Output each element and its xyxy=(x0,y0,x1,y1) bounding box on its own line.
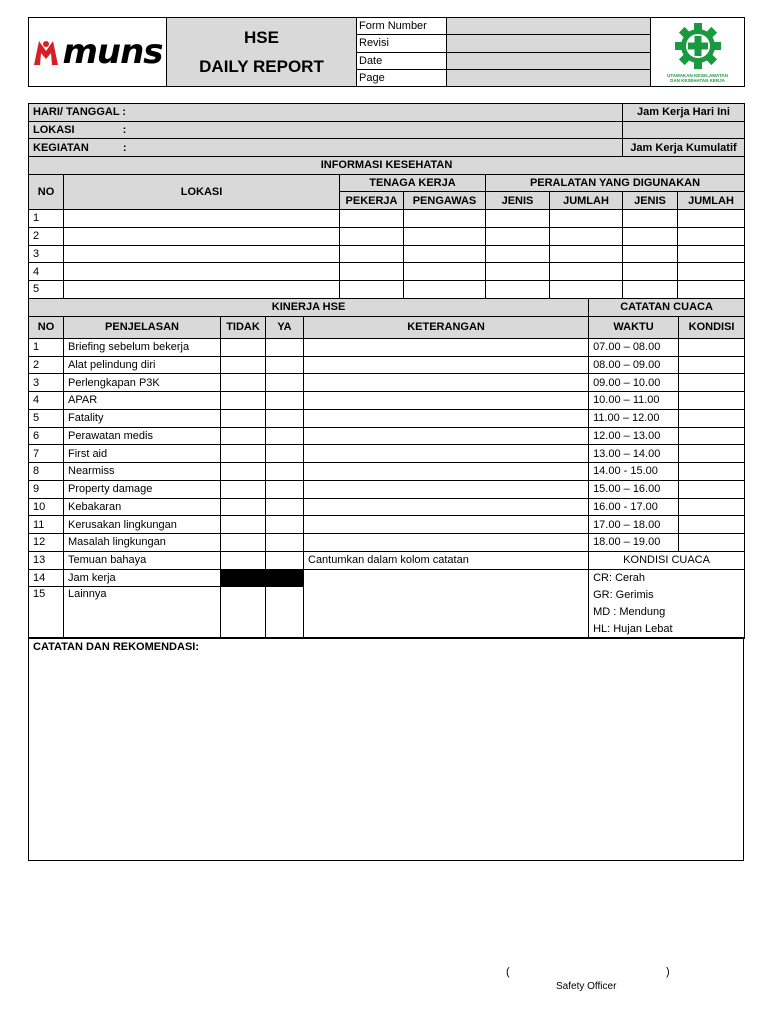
item-text: Masalah lingkungan xyxy=(64,534,221,552)
ya-cell[interactable] xyxy=(266,480,304,498)
waktu-cell: 08.00 – 09.00 xyxy=(589,356,679,374)
jenis-cell[interactable] xyxy=(623,210,678,228)
jumlah-cell[interactable] xyxy=(678,227,745,245)
informasi-kesehatan-title: INFORMASI KESEHATAN xyxy=(29,157,745,175)
weather-legend xyxy=(589,569,745,638)
tidak-cell[interactable] xyxy=(221,498,266,516)
jumlah-cell[interactable] xyxy=(678,245,745,263)
item-text: Temuan bahaya xyxy=(64,551,221,569)
item-number: 11 xyxy=(29,516,64,534)
ya-cell[interactable] xyxy=(266,498,304,516)
pengawas-cell[interactable] xyxy=(404,263,486,281)
jenis-cell[interactable] xyxy=(623,263,678,281)
table-row xyxy=(29,392,745,410)
kondisi-cell[interactable] xyxy=(679,498,745,516)
item-number: 13 xyxy=(29,551,64,569)
ya-cell[interactable] xyxy=(266,409,304,427)
table-row xyxy=(29,569,745,587)
k3-caption-2: DAN KESEHATAN KERJA xyxy=(670,77,725,83)
penjelasan-header: PENJELASAN xyxy=(64,316,221,338)
lokasi-cell[interactable] xyxy=(64,263,340,281)
jumlah-header-1: JUMLAH xyxy=(550,192,623,210)
keterangan-header: KETERANGAN xyxy=(304,316,589,338)
pengawas-cell[interactable] xyxy=(404,245,486,263)
ya-cell[interactable] xyxy=(266,534,304,552)
jumlah-cell[interactable] xyxy=(550,280,623,298)
ya-cell[interactable] xyxy=(266,338,304,356)
pengawas-header: PENGAWAS xyxy=(404,192,486,210)
jenis-cell[interactable] xyxy=(486,263,550,281)
row-number: 3 xyxy=(29,245,64,263)
keterangan-cell[interactable] xyxy=(304,534,589,552)
kondisi-cell[interactable] xyxy=(679,409,745,427)
table-row xyxy=(29,516,745,534)
waktu-cell: 13.00 – 14.00 xyxy=(589,445,679,463)
legend-item: HL: Hujan Lebat xyxy=(593,622,673,635)
item-text: Nearmiss xyxy=(64,463,221,481)
pengawas-cell[interactable] xyxy=(404,280,486,298)
jumlah-cell[interactable] xyxy=(550,210,623,228)
ya-cell[interactable] xyxy=(266,516,304,534)
item-number: 8 xyxy=(29,463,64,481)
tidak-cell[interactable] xyxy=(221,463,266,481)
jam-kerja-kumulatif-label: Jam Kerja Kumulatif xyxy=(623,139,745,157)
tidak-cell[interactable] xyxy=(221,427,266,445)
lokasi-label: LOKASI : xyxy=(29,121,623,139)
company-logo xyxy=(29,18,167,87)
item-number: 1 xyxy=(29,338,64,356)
item-number: 5 xyxy=(29,409,64,427)
jumlah-header-2: JUMLAH xyxy=(678,192,745,210)
table-row xyxy=(29,534,745,552)
form-number-field[interactable] xyxy=(447,18,651,35)
kondisi-cell[interactable] xyxy=(679,480,745,498)
table-row xyxy=(29,263,745,281)
legend-item: CR: Cerah xyxy=(593,571,646,584)
item-number: 4 xyxy=(29,392,64,410)
keterangan-cell[interactable] xyxy=(304,569,589,638)
keterangan-cell[interactable] xyxy=(304,498,589,516)
item-text: Jam kerja xyxy=(64,569,221,587)
table-row xyxy=(29,374,745,392)
tidak-cell[interactable] xyxy=(221,551,266,569)
legend-item: GR: Gerimis xyxy=(593,588,654,601)
meta-label-form-number: Form Number xyxy=(357,18,447,35)
table-row xyxy=(29,463,745,481)
waktu-cell: 11.00 – 12.00 xyxy=(589,409,679,427)
jenis-header-1: JENIS xyxy=(486,192,550,210)
hari-tanggal-label: HARI/ TANGGAL : xyxy=(29,104,623,122)
k3-logo xyxy=(651,18,745,87)
signature-close-paren: ) xyxy=(666,966,670,978)
jenis-cell[interactable] xyxy=(486,280,550,298)
tidak-cell[interactable] xyxy=(221,587,266,638)
jenis-cell[interactable] xyxy=(486,227,550,245)
table-row xyxy=(29,445,745,463)
jenis-cell[interactable] xyxy=(623,280,678,298)
waktu-cell: 14.00 - 15.00 xyxy=(589,463,679,481)
keterangan-cell[interactable] xyxy=(304,374,589,392)
item-text: APAR xyxy=(64,392,221,410)
item-number: 10 xyxy=(29,498,64,516)
waktu-cell: 12.00 – 13.00 xyxy=(589,427,679,445)
signature-open-paren: ( xyxy=(506,966,510,978)
jumlah-cell[interactable] xyxy=(678,210,745,228)
table-row xyxy=(29,427,745,445)
tidak-cell[interactable] xyxy=(221,392,266,410)
lokasi-cell[interactable] xyxy=(64,245,340,263)
keterangan-cell[interactable] xyxy=(304,480,589,498)
pekerja-header: PEKERJA xyxy=(340,192,404,210)
kondisi-cell[interactable] xyxy=(679,427,745,445)
ya-cell[interactable] xyxy=(266,587,304,638)
item-text: Alat pelindung diri xyxy=(64,356,221,374)
item-text: Fatality xyxy=(64,409,221,427)
item-number: 3 xyxy=(29,374,64,392)
waktu-cell: 07.00 – 08.00 xyxy=(589,338,679,356)
item-number: 6 xyxy=(29,427,64,445)
ya-cell[interactable] xyxy=(266,463,304,481)
pekerja-cell[interactable] xyxy=(340,280,404,298)
jam-kerja-hari-ini-label: Jam Kerja Hari Ini xyxy=(623,104,745,122)
pekerja-cell[interactable] xyxy=(340,245,404,263)
lokasi-cell[interactable] xyxy=(64,280,340,298)
kondisi-cuaca-title: KONDISI CUACA xyxy=(589,551,745,569)
ya-cell[interactable] xyxy=(266,445,304,463)
pekerja-cell[interactable] xyxy=(340,227,404,245)
keterangan-cell[interactable] xyxy=(304,338,589,356)
date-field[interactable] xyxy=(447,52,651,69)
keterangan-cell[interactable] xyxy=(304,356,589,374)
table-row xyxy=(29,480,745,498)
item-number: 12 xyxy=(29,534,64,552)
pengawas-cell[interactable] xyxy=(404,210,486,228)
table-row xyxy=(29,227,745,245)
item-number: 9 xyxy=(29,480,64,498)
lokasi-cell[interactable] xyxy=(64,210,340,228)
table-row xyxy=(29,409,745,427)
tidak-cell[interactable] xyxy=(221,356,266,374)
jenis-cell[interactable] xyxy=(623,227,678,245)
item-text: Kebakaran xyxy=(64,498,221,516)
kegiatan-label: KEGIATAN : xyxy=(29,139,623,157)
kondisi-cell[interactable] xyxy=(679,445,745,463)
ya-cell[interactable] xyxy=(266,356,304,374)
jam-kerja-hari-ini-value[interactable] xyxy=(623,121,745,139)
item-number: 14 xyxy=(29,569,64,587)
waktu-cell: 18.00 – 19.00 xyxy=(589,534,679,552)
ya-cell[interactable] xyxy=(266,551,304,569)
jumlah-cell[interactable] xyxy=(678,263,745,281)
item-text: Briefing sebelum bekerja xyxy=(64,338,221,356)
tidak-cell[interactable] xyxy=(221,338,266,356)
table-row xyxy=(29,551,745,569)
item-text: Property damage xyxy=(64,480,221,498)
kondisi-cell[interactable] xyxy=(679,374,745,392)
pekerja-cell[interactable] xyxy=(340,210,404,228)
page-field[interactable] xyxy=(447,69,651,86)
k3-caption-1: UTAMAKAN KESELAMATAN xyxy=(667,72,728,78)
peralatan-header: PERALATAN YANG DIGUNAKAN xyxy=(486,174,745,192)
report-title xyxy=(167,18,357,87)
item-text: Perawatan medis xyxy=(64,427,221,445)
kondisi-cell[interactable] xyxy=(679,356,745,374)
kondisi-cell[interactable] xyxy=(679,392,745,410)
keterangan-cell[interactable] xyxy=(304,409,589,427)
pengawas-cell[interactable] xyxy=(404,227,486,245)
jenis-header-2: JENIS xyxy=(623,192,678,210)
jumlah-cell[interactable] xyxy=(550,245,623,263)
waktu-cell: 16.00 - 17.00 xyxy=(589,498,679,516)
tidak-cell[interactable] xyxy=(221,374,266,392)
tenaga-kerja-header: TENAGA KERJA xyxy=(340,174,486,192)
waktu-cell: 10.00 – 11.00 xyxy=(589,392,679,410)
table-row xyxy=(29,338,745,356)
ya-cell[interactable] xyxy=(266,427,304,445)
item-number: 2 xyxy=(29,356,64,374)
row-number: 1 xyxy=(29,210,64,228)
keterangan-cell[interactable] xyxy=(304,445,589,463)
keterangan-cell[interactable] xyxy=(304,516,589,534)
table-row xyxy=(29,356,745,374)
waktu-cell: 09.00 – 10.00 xyxy=(589,374,679,392)
ya-cell[interactable] xyxy=(266,374,304,392)
row-number: 5 xyxy=(29,280,64,298)
title-line-2: DAILY REPORT xyxy=(199,57,324,76)
kinerja-hse-table xyxy=(28,298,745,639)
kondisi-cell[interactable] xyxy=(679,516,745,534)
ya-header: YA xyxy=(266,316,304,338)
item-text: First aid xyxy=(64,445,221,463)
ya-cell[interactable] xyxy=(266,392,304,410)
keterangan-cell[interactable] xyxy=(304,427,589,445)
no-header: NO xyxy=(29,316,64,338)
no-header: NO xyxy=(29,174,64,209)
logo-text: muns xyxy=(62,32,163,72)
meta-label-date: Date xyxy=(357,52,447,69)
jenis-cell[interactable] xyxy=(486,245,550,263)
tidak-cell[interactable] xyxy=(221,445,266,463)
table-row xyxy=(29,245,745,263)
item-text: Kerusakan lingkungan xyxy=(64,516,221,534)
waktu-cell: 17.00 – 18.00 xyxy=(589,516,679,534)
lokasi-cell[interactable] xyxy=(64,227,340,245)
catatan-cuaca-title: CATATAN CUACA xyxy=(589,299,745,317)
temuan-note: Cantumkan dalam kolom catatan xyxy=(304,551,589,569)
catatan-title: CATATAN DAN REKOMENDASI: xyxy=(33,641,200,653)
keterangan-cell[interactable] xyxy=(304,463,589,481)
muns-m-icon xyxy=(32,37,60,67)
item-text: Lainnya xyxy=(64,587,221,638)
item-number: 15 xyxy=(29,587,64,638)
tidak-cell[interactable] xyxy=(221,534,266,552)
table-row xyxy=(29,280,745,298)
meta-label-revisi: Revisi xyxy=(357,35,447,52)
table-row xyxy=(29,498,745,516)
tidak-cell[interactable] xyxy=(221,409,266,427)
tidak-cell[interactable] xyxy=(221,516,266,534)
jumlah-cell[interactable] xyxy=(678,280,745,298)
title-line-1: HSE xyxy=(244,28,279,47)
row-number: 2 xyxy=(29,227,64,245)
item-number: 7 xyxy=(29,445,64,463)
jumlah-cell[interactable] xyxy=(550,227,623,245)
tidak-header: TIDAK xyxy=(221,316,266,338)
kondisi-cell[interactable] xyxy=(679,463,745,481)
keterangan-cell[interactable] xyxy=(304,392,589,410)
item-text: Perlengkapan P3K xyxy=(64,374,221,392)
catatan-rekomendasi-field[interactable] xyxy=(29,638,744,861)
blacked-out-cell xyxy=(221,569,304,587)
table-row xyxy=(29,210,745,228)
jenis-cell[interactable] xyxy=(486,210,550,228)
jenis-cell[interactable] xyxy=(623,245,678,263)
waktu-cell: 15.00 – 16.00 xyxy=(589,480,679,498)
lokasi-header: LOKASI xyxy=(64,174,340,209)
kondisi-cell[interactable] xyxy=(679,338,745,356)
kinerja-hse-title: KINERJA HSE xyxy=(29,299,589,317)
k3-gear-cross-icon xyxy=(674,22,722,70)
signature-title: Safety Officer xyxy=(556,981,617,992)
kondisi-cell[interactable] xyxy=(679,534,745,552)
form-header xyxy=(28,17,745,87)
waktu-header: WAKTU xyxy=(589,316,679,338)
tidak-cell[interactable] xyxy=(221,480,266,498)
kondisi-header: KONDISI xyxy=(679,316,745,338)
legend-item: MD : Mendung xyxy=(593,605,666,618)
pekerja-cell[interactable] xyxy=(340,263,404,281)
row-number: 4 xyxy=(29,263,64,281)
catatan-rekomendasi-box xyxy=(28,637,744,861)
info-table xyxy=(28,103,745,299)
jumlah-cell[interactable] xyxy=(550,263,623,281)
revisi-field[interactable] xyxy=(447,35,651,52)
meta-label-page: Page xyxy=(357,69,447,86)
